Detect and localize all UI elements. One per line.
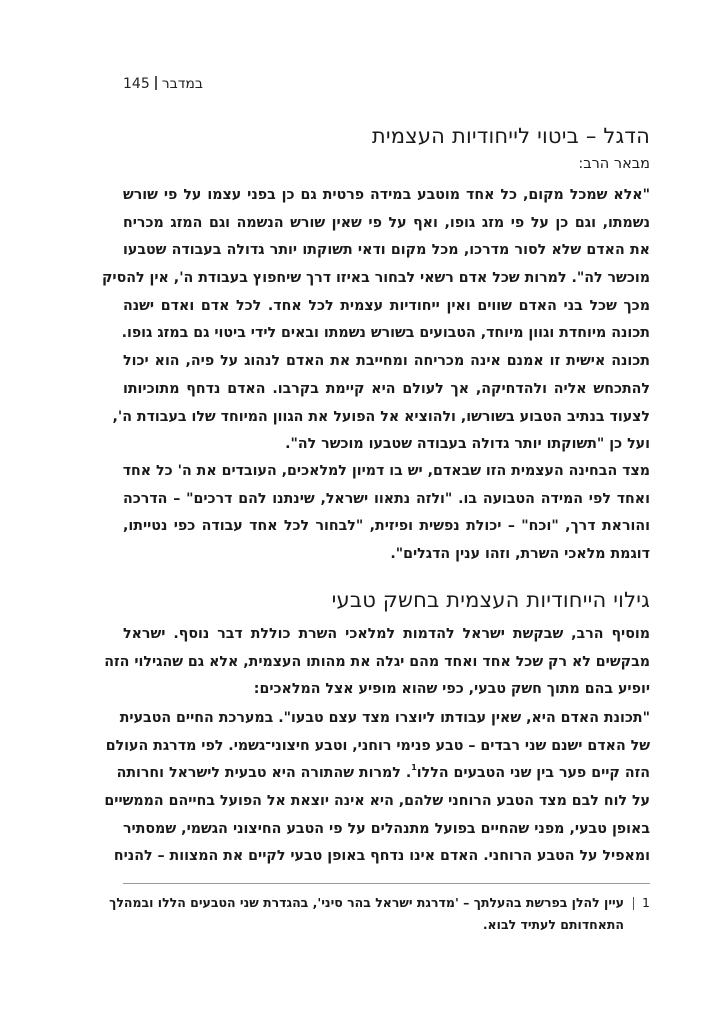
book-name: במדבר <box>161 76 203 92</box>
running-head-separator <box>155 76 157 90</box>
text-line: להתכחש אליה ולהדחיקה, אך לעולם היא קיימת בקרבו. האדם נדחף מתוכיותו <box>123 380 650 397</box>
paragraph <box>104 621 650 704</box>
text-line: יופיע בהם מתוך חשק טבעי, כפי שהוא מופיע אצל המלאכים: <box>253 681 650 698</box>
text-line: תכונה מיוחדת וגוון מיוחד, הטבועים בשורש נשמתו ובאים לידי ביטוי גם במזג גופו. <box>121 325 650 342</box>
text-line: מבקשים לא רק שכל אחד ואחד מהם יגלה את מהותו העצמית, אלא גם שהגילוי הזה <box>104 653 650 670</box>
text-line: "תכונת האדם היא, שאין עבודתו ליוצרו מצד עצם טבעו". במערכת החיים הטבעית <box>119 710 650 726</box>
section-1-subheading-block <box>123 156 650 172</box>
text-line: מוסיף הרב, שבקשת ישראל להדמות למלאכי השרת כוללת דבר נוסף. ישראל <box>123 626 650 642</box>
footnote <box>109 892 650 936</box>
text-line: נשמתו, וגם כן על פי מזג גופו, ואף על פי שאין שורש הנשמה וגם המזג מכריח <box>123 214 650 231</box>
text-line: דוגמת מלאכי השרת, וזהו ענין הדגלים". <box>390 546 650 563</box>
section-heading: גילוי הייחודיות העצמית בחשק טבעי <box>331 588 650 612</box>
text-line: תכונה אישית זו אמנם אינה מכריחה ומחייבת את האדם לנהוג על פיה, הוא יכול <box>123 353 650 370</box>
paragraph <box>123 458 650 569</box>
text-line: מכך שכל בני האדם שווים ואין ייחודיות עצמית לכל אחד. לכל אדם ואדם ישנה <box>123 297 650 314</box>
text-line: מוכשר לה". למרות שכל אדם רשאי לבחור באיזו דרך שיחפוץ בעבודת ה', אין להסיק <box>101 270 650 287</box>
footnote-line: עיין להלן בפרשת בהעלתך – 'מדרגת ישראל בהר סיני', בהגדרת שני הטבעים הללו ובמהלך <box>109 895 624 910</box>
text-line: של האדם ישנם שני רבדים – טבע פנימי רוחני, וטבע חיצוני־גשמי. לפי מדרגת העולם <box>105 737 650 754</box>
footnote-separator <box>633 897 635 910</box>
text-line <box>116 760 650 788</box>
section-1-heading-block <box>123 124 650 148</box>
text-line: את האדם שלא לסור מדרכו, מכל מקום ודאי תשוקתו יותר גדולה בעבודה שטבעו <box>123 242 650 259</box>
footnote-reference[interactable]: 1 <box>411 763 417 773</box>
text-line: "אלא שמכל מקום, כל אחד מוטבע במידה פרטית גם כן בפני עצמו על פי שורש <box>123 187 650 203</box>
quote-paragraph <box>104 705 650 871</box>
footnote-line: התאחדותם לעתיד לבוא. <box>482 917 624 932</box>
text-line: ומאפיל על הטבע הרוחני. האדם אינו נדחף באופן טבעי לקיים את המצוות – להניח <box>113 848 650 865</box>
text-line: מצד הבחינה העצמית הזו שבאדם, יש בו דמיון למלאכים, העובדים את ה' כל אחד <box>122 463 650 479</box>
text-line: והוראת דרך, "וכח" – יכולת נפשית ופיזית, "לבחור לכל אחד עבודה כפי נטייתו, <box>123 518 650 535</box>
text-line: לצעוד בנתיב הטבוע בשורשו, ולהוציא אל הפועל את הגוון המיוחד שלו בעבודת ה', <box>112 408 650 425</box>
text-segment: הזה קיים פער בין שני הטבעים הללו <box>416 765 650 782</box>
section-heading: הדגל – ביטוי לייחודיות העצמית <box>371 124 650 148</box>
text-line: באופן טבעי, מפני שהחיים בפועל מתנהלים על פי הטבע החיצוני הגשמי, שמסתיר <box>123 820 650 837</box>
text-line: על לוח לבם מצד הטבע הרוחני שלהם, היא אינה יוצאת אל הפועל בחייהם הממשיים <box>104 793 650 810</box>
page-number: 145 <box>123 76 150 92</box>
footnote-number: 1 <box>642 895 650 910</box>
running-head <box>123 76 203 92</box>
subheading: מבאר הרב: <box>578 156 650 172</box>
text-segment: . למרות שהתורה היא טבעית לישראל וחרותה <box>116 765 412 782</box>
text-line: ואחד לפי המידה הטבועה בו. "ולזה נתאוו ישראל, שינתנו להם דרכים" – הדרכה <box>123 490 650 507</box>
section-2-heading-block <box>123 588 650 612</box>
text-line: ועל כן "תשוקתו יותר גדולה בעבודה שטבעו מוכשר לה". <box>285 436 650 453</box>
quote-paragraph <box>101 182 650 459</box>
footnote-text <box>109 892 624 936</box>
footnote-divider <box>123 883 650 884</box>
